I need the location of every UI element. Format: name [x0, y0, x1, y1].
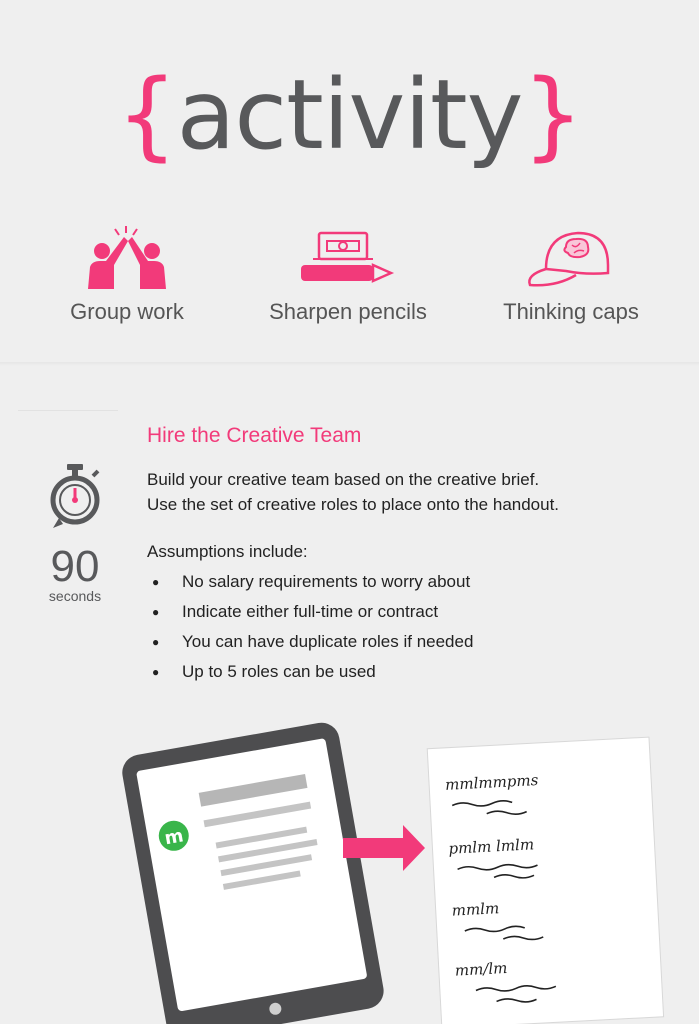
- handwritten-handout: [427, 737, 663, 1024]
- timer-unit: seconds: [48, 588, 102, 604]
- timer-rule: [18, 410, 118, 411]
- logo-letter: m: [162, 825, 186, 850]
- list-item: ● No salary requirements to worry about: [150, 570, 473, 600]
- section-divider: [0, 362, 699, 366]
- list-item: ● Up to 5 roles can be used: [150, 660, 473, 690]
- handwritten-line: mmlm: [451, 899, 500, 920]
- tool-label: Sharpen pencils: [269, 299, 427, 324]
- handwritten-line: pmlm lmlm: [448, 835, 535, 858]
- thinking-cap-icon: [516, 225, 626, 289]
- close-brace: }: [522, 59, 583, 171]
- description-line: Use the set of creative roles to place onto the handout.: [147, 495, 560, 514]
- tablet: [119, 720, 386, 1024]
- tools-row: [0, 225, 699, 345]
- activity-title: [0, 60, 699, 170]
- description-line: Build your creative team based on the creative brief.: [147, 470, 540, 489]
- list-item: ● Indicate either full-time or contract: [150, 600, 473, 630]
- tool-group-work: [52, 225, 202, 325]
- task-description: [147, 467, 667, 517]
- title-word: activity: [176, 59, 523, 171]
- assumptions-list: [150, 570, 473, 690]
- tool-sharpen-pencils: [248, 225, 448, 325]
- high-five-icon: [72, 225, 182, 289]
- tool-label: Group work: [70, 299, 184, 324]
- open-brace: {: [116, 59, 177, 171]
- handwritten-line: mm/lm: [454, 958, 508, 980]
- pencil-sharpener-icon: [293, 225, 403, 289]
- assumptions-label: Assumptions include:: [147, 542, 308, 561]
- tablet-to-handout-illustration: [0, 715, 699, 1024]
- timer: [30, 462, 120, 603]
- tool-label: Thinking caps: [503, 299, 639, 324]
- stopwatch-icon: [45, 462, 105, 532]
- task-heading: Hire the Creative Team: [147, 424, 362, 447]
- list-item: ● You can have duplicate roles if needed: [150, 630, 473, 660]
- handwritten-line: mmlmmpms: [444, 770, 539, 794]
- tool-thinking-caps: [486, 225, 656, 325]
- timer-value: 90: [50, 542, 100, 591]
